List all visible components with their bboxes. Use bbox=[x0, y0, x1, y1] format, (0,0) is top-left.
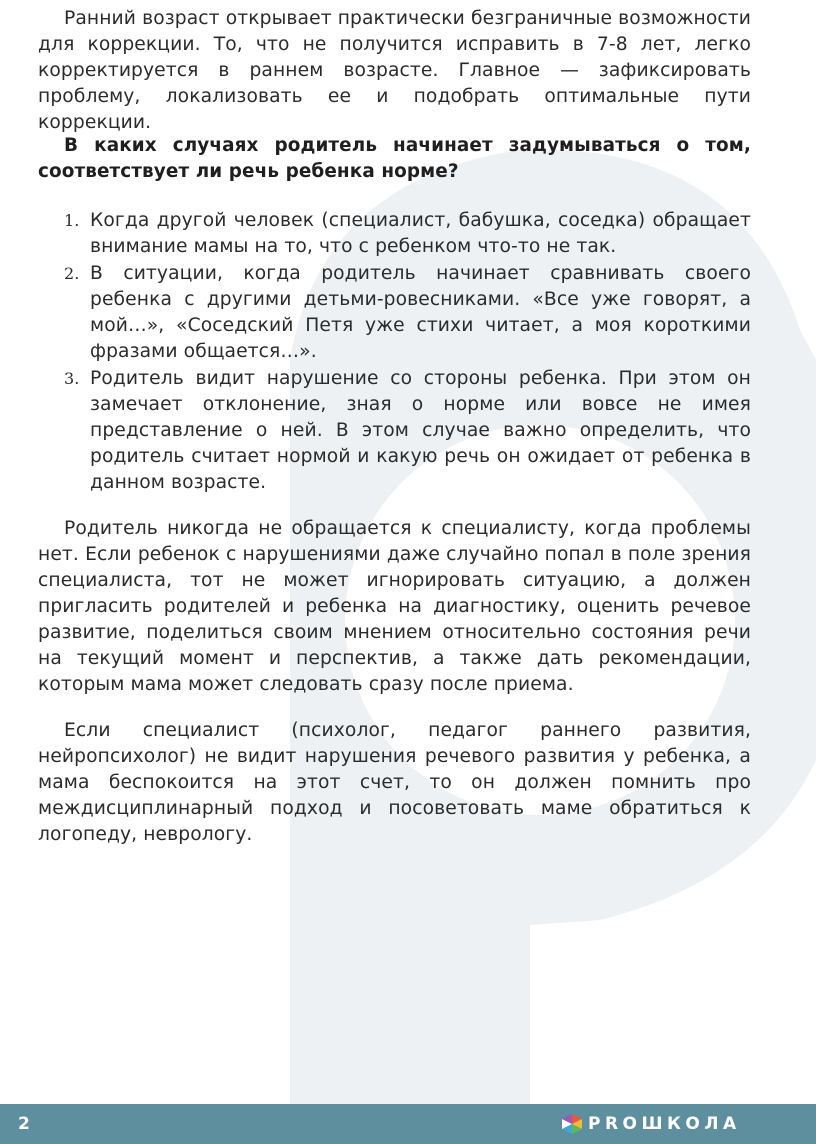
list-item bbox=[38, 261, 751, 365]
list-item-number: 1. bbox=[64, 211, 80, 230]
intro-paragraph: Ранний возраст открывает практически безграничные возможности для коррекции. То, что не получится исправить в 7-8 лет, легко корректируется в раннем возрасте. Главное — зафиксировать проблему, локализовать ее и подобрать оптимальные пути коррекции. bbox=[38, 8, 751, 133]
list-item-text: Когда другой человек (специалист, бабушка, соседка) обращает внимание мамы на то, что с ребенком что-то не так. bbox=[90, 210, 751, 257]
list-item-number: 2. bbox=[64, 264, 80, 283]
list-item bbox=[38, 366, 751, 496]
logo-text: PROШКОЛА bbox=[588, 1114, 741, 1134]
list-item-text: Родитель видит нарушение со стороны ребенка. При этом он замечает отклонение, зная о норме или вовсе не имея представление о ней. В этом случае важно определить, что родитель считает нормой и какую речь он ожидает от ребенка в данном возрасте. bbox=[90, 368, 751, 493]
list-item-text: В ситуации, когда родитель начинает сравнивать своего ребенка с другими детьми-ровесниками. «Все уже говорят, а мой…», «Соседский Петя уже стихи читает, а моя короткими фразами общается…». bbox=[90, 263, 751, 362]
page-number: 2 bbox=[18, 1114, 30, 1134]
section-heading: В каких случаях родитель начинает задумываться о том, соответствует ли речь ребенка норме? bbox=[38, 135, 751, 182]
list-item bbox=[38, 208, 751, 260]
body-paragraph-3: Если специалист (психолог, педагог раннего развития, нейропсихолог) не видит нарушения речевого развития у ребенка, а мама беспокоится на этот счет, то он должен помнить про междисциплинарный подход и посоветовать маме обратиться к логопеду, неврологу. bbox=[38, 720, 751, 845]
body-paragraph-2: Родитель никогда не обращается к специалисту, когда проблемы нет. Если ребенок с нарушениями даже случайно попал в поле зрения специалиста, тот не может игнорировать ситуацию, а должен пригласить родителей и ребенка на диагностику, оценить речевое развитие, поделиться своим мнением относительно состояния речи на текущий момент и перспектив, а также дать рекомендации, которым мама может следовать сразу после приема. bbox=[38, 518, 751, 695]
logo-mark-icon bbox=[560, 1113, 584, 1135]
footer-bar bbox=[0, 1104, 816, 1144]
numbered-list bbox=[38, 208, 751, 497]
proshkola-logo bbox=[560, 1113, 741, 1135]
list-item-number: 3. bbox=[64, 369, 80, 388]
